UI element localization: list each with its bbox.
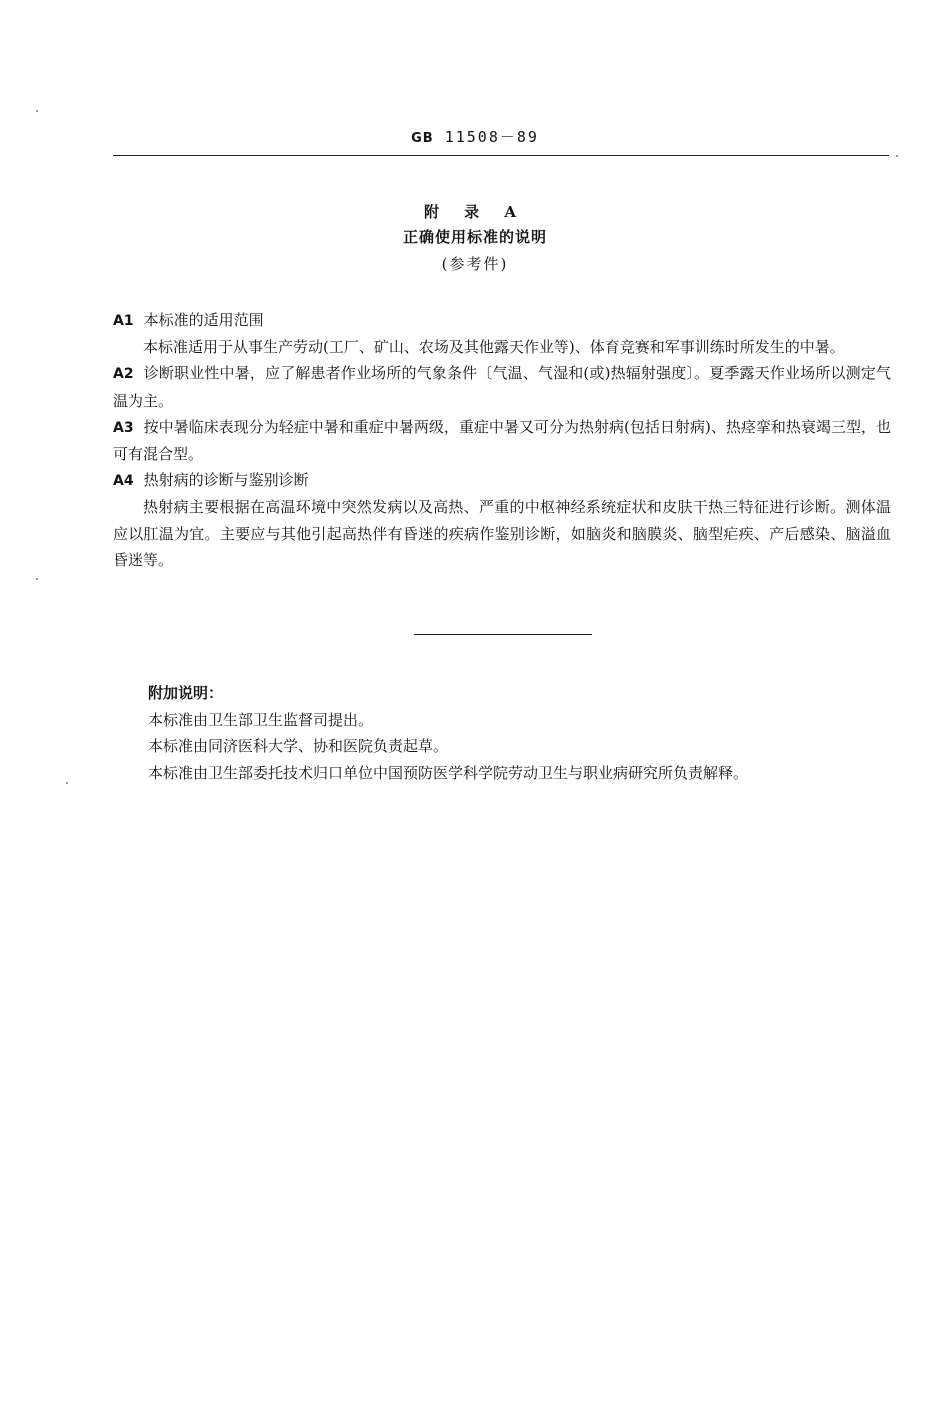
appendix-subtitle: 正确使用标准的说明 [402, 228, 547, 246]
section-a4-heading [113, 467, 891, 494]
standard-code-prefix: GB [411, 131, 434, 146]
section-text: 诊断职业性中暑，应了解患者作业场所的气象条件〔气温、气湿和(或)热辐射强度〕。夏季露天作业场所以测定气温为主。 [113, 364, 891, 410]
section-heading-text: 本标准的适用范围 [143, 311, 264, 329]
section-number: A2 [113, 366, 134, 383]
section-number: A3 [113, 419, 134, 436]
additional-note-line: 本标准由卫生部卫生监督司提出。 [148, 710, 374, 729]
section-a4-body: 热射病主要根据在高温环境中突然发病以及高热、严重的中枢神经系统症状和皮肤干热三特征进行诊断。测体温应以肛温为宜。主要应与其他引起高热伴有昏迷的疾病作鉴别诊断，如脑炎和脑膜炎、脑型疟疾、产后感染、脑溢血昏迷等。 [113, 498, 891, 569]
additional-notes-title: 附加说明： [148, 684, 224, 702]
standard-code-header [0, 126, 950, 147]
section-a3 [113, 414, 891, 467]
additional-note-line: 本标准由卫生部委托技术归口单位中国预防医学科学院劳动卫生与职业病研究所负责解释。 [148, 763, 749, 782]
scan-speck [36, 110, 38, 112]
section-number: A4 [113, 473, 134, 490]
standard-code-number: 11508－89 [444, 128, 539, 146]
appendix-title: 附 录 A [423, 203, 527, 221]
scan-speck [36, 578, 38, 580]
section-divider [414, 634, 592, 635]
section-heading-text: 热射病的诊断与鉴别诊断 [143, 471, 309, 490]
section-a2 [113, 360, 891, 413]
scan-speck [896, 155, 898, 157]
section-a1-body: 本标准适用于从事生产劳动(工厂、矿山、农场及其他露天作业等)、体育竞赛和军事训练时所发生的中暑。 [143, 338, 845, 357]
appendix-heading-block [0, 200, 950, 278]
scan-speck [66, 782, 68, 784]
header-rule [113, 155, 889, 156]
section-a1-heading [113, 307, 891, 334]
additional-notes [148, 680, 890, 786]
section-text: 按中暑临床表现分为轻症中暑和重症中暑两级，重症中暑又可分为热射病(包括日射病)、热痉挛和热衰竭三型，也可有混合型。 [113, 417, 891, 464]
appendix-note: (参考件) [441, 255, 509, 273]
appendix-body [113, 307, 891, 573]
section-number: A1 [113, 313, 134, 329]
additional-note-line: 本标准由同济医科大学、协和医院负责起草。 [148, 737, 449, 755]
